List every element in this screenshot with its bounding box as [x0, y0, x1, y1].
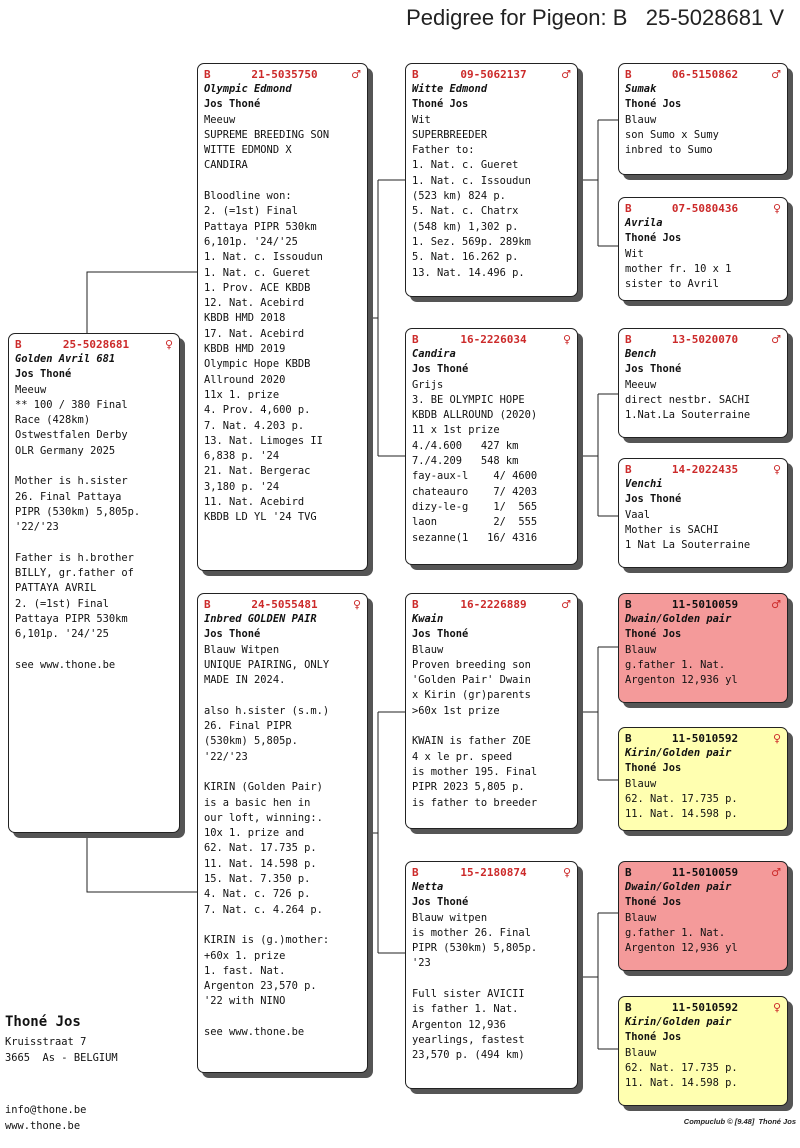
- male-icon: ♂: [771, 68, 781, 81]
- detail-line: PIPR (530km) 5,805p.: [15, 505, 141, 518]
- detail-line: 1. Nat. c. Gueret: [204, 266, 311, 279]
- detail-line: Blauw witpen: [412, 911, 488, 924]
- female-icon: ♀: [562, 866, 571, 879]
- detail-line: Race (428km): [15, 414, 91, 427]
- detail-line: 1.Nat.La Souterraine: [625, 409, 751, 422]
- ring-number: 13-5020070: [671, 333, 739, 346]
- pigeon-name: Kirin/Golden pair: [625, 1016, 732, 1028]
- detail-line: Wit: [412, 113, 431, 126]
- detail-line: Father to:: [412, 144, 475, 157]
- pigeon-name: Golden Avril 681: [15, 353, 116, 365]
- detail-line: Grijs: [412, 378, 444, 391]
- card-letter: B: [625, 463, 632, 476]
- male-icon: ♂: [351, 68, 361, 81]
- detail-line: our loft, winning:.: [204, 811, 323, 824]
- dam-sire-card[interactable]: [405, 593, 578, 829]
- detail-line: Vaal: [625, 508, 651, 521]
- detail-line: [15, 459, 173, 474]
- card-letter: B: [412, 68, 419, 81]
- dds-card[interactable]: [618, 861, 788, 971]
- male-icon: ♂: [771, 598, 781, 611]
- detail-line: x Kirin (gr)parents: [412, 689, 531, 702]
- detail-line: is father to breeder: [412, 796, 538, 809]
- detail-line: g.father 1. Nat.: [625, 926, 726, 939]
- detail-line: 1. Prov. ACE KBDB: [204, 281, 311, 294]
- sdd-card[interactable]: [618, 458, 788, 568]
- detail-line: 4 x le pr. speed: [412, 750, 513, 763]
- detail-line: 3. BE OLYMPIC HOPE: [412, 393, 525, 406]
- detail-line: PIPR (530km) 5,805p.: [412, 942, 538, 955]
- detail-line: [204, 1010, 361, 1025]
- male-icon: ♂: [561, 68, 571, 81]
- card-details: [625, 378, 781, 424]
- dss-card[interactable]: [618, 593, 788, 703]
- owner-name: Jos Thoné: [15, 368, 72, 381]
- detail-line: inbred to Sumo: [625, 144, 713, 157]
- detail-line: 15. Nat. 7.350 p.: [204, 873, 311, 886]
- dsd-card[interactable]: [618, 727, 788, 831]
- detail-line: Blauw Witpen: [204, 643, 280, 656]
- detail-line: see www.thone.be: [15, 658, 116, 671]
- detail-line: OLR Germany 2025: [15, 444, 116, 457]
- detail-line: Argenton 12,936 yl: [625, 674, 738, 687]
- female-icon: ♀: [772, 732, 781, 745]
- detail-line: 10x 1. prize and: [204, 827, 305, 840]
- detail-line: 13. Nat. 14.496 p.: [412, 266, 525, 279]
- card-details: [625, 247, 781, 293]
- detail-line: 6,838 p. '24: [204, 450, 280, 463]
- pigeon-name: Inbred GOLDEN PAIR: [204, 613, 317, 625]
- card-letter: B: [625, 202, 632, 215]
- pigeon-name: Venchi: [625, 478, 663, 490]
- detail-line: '23: [412, 957, 431, 970]
- ring-number: 11-5010592: [671, 1001, 739, 1014]
- detail-line: 7. Nat. c. 4.264 p.: [204, 903, 323, 916]
- card-details: [625, 113, 781, 159]
- sire-sire-card[interactable]: [405, 63, 578, 297]
- detail-line: is mother 26. Final: [412, 926, 531, 939]
- card-details: [625, 508, 781, 554]
- card-letter: B: [625, 68, 632, 81]
- card-details: [412, 911, 571, 1064]
- detail-line: Meeuw: [625, 378, 657, 391]
- female-icon: ♀: [352, 598, 361, 611]
- card-letter: B: [15, 338, 22, 351]
- sire-dam-card[interactable]: [405, 328, 578, 565]
- detail-line: is father 1. Nat.: [412, 1003, 519, 1016]
- male-icon: ♂: [561, 598, 571, 611]
- detail-line: g.father 1. Nat.: [625, 658, 726, 671]
- detail-line: 62. Nat. 17.735 p.: [204, 842, 317, 855]
- detail-line: Argenton 12,936: [412, 1018, 506, 1031]
- detail-line: dizy-le-g 1/ 565: [412, 500, 538, 513]
- detail-line: 1. Sez. 569p. 289km: [412, 235, 531, 248]
- card-letter: B: [625, 333, 632, 346]
- owner-name: Jos Thoné: [625, 363, 682, 376]
- card-letter: B: [412, 333, 419, 346]
- owner-name: Thoné Jos: [625, 628, 682, 641]
- ring-number: 06-5150862: [671, 68, 739, 81]
- detail-line: MADE IN 2024.: [204, 674, 286, 687]
- detail-line: 11. Nat. 14.598 p.: [625, 808, 738, 821]
- detail-line: 12. Nat. Acebird: [204, 297, 305, 310]
- detail-line: 1 Nat La Souterraine: [625, 539, 751, 552]
- pigeon-name: Sumak: [625, 83, 657, 95]
- card-letter: B: [625, 866, 632, 879]
- card-letter: B: [204, 68, 211, 81]
- detail-line: sister to Avril: [625, 278, 719, 291]
- detail-line: KIRIN is (g.)mother:: [204, 934, 330, 947]
- ring-number: 11-5010059: [671, 598, 739, 611]
- breeder-address-city: 3665 As - BELGIUM: [5, 1052, 118, 1064]
- detail-line: Blauw: [625, 1046, 657, 1059]
- owner-name: Thoné Jos: [625, 98, 682, 111]
- female-icon: ♀: [772, 1001, 781, 1014]
- detail-line: is mother 195. Final: [412, 765, 538, 778]
- detail-line: son Sumo x Sumy: [625, 128, 719, 141]
- card-letter: B: [625, 732, 632, 745]
- detail-line: Blauw: [625, 113, 657, 126]
- detail-line: chateauro 7/ 4203: [412, 485, 538, 498]
- footer-credit: Compuclub © [9.48] Thoné Jos: [683, 1117, 796, 1126]
- dam-dam-card[interactable]: [405, 861, 578, 1089]
- breeder-name: Thoné Jos: [5, 1014, 81, 1030]
- detail-line: Pattaya PIPR 530km: [15, 613, 128, 626]
- card-letter: B: [204, 598, 211, 611]
- detail-line: BILLY, gr.father of: [15, 567, 134, 580]
- detail-line: Blauw: [625, 777, 657, 790]
- detail-line: 4. Prov. 4,600 p.: [204, 404, 311, 417]
- breeder-info: [5, 1014, 118, 1066]
- ring-number: 25-5028681: [62, 338, 130, 351]
- detail-line: 6,101p. '24/'25: [15, 628, 109, 641]
- detail-line: 2. (=1st) Final: [204, 205, 298, 218]
- owner-name: Thoné Jos: [625, 232, 682, 245]
- female-icon: ♀: [164, 338, 173, 351]
- pigeon-name: Avrila: [625, 217, 663, 229]
- owner-name: Jos Thoné: [204, 98, 261, 111]
- owner-name: Jos Thoné: [412, 363, 469, 376]
- sds-card[interactable]: [618, 328, 788, 438]
- detail-line: 62. Nat. 17.735 p.: [625, 1061, 738, 1074]
- detail-line: UNIQUE PAIRING, ONLY: [204, 658, 330, 671]
- ring-number: 24-5055481: [251, 598, 318, 611]
- detail-line: Proven breeding son: [412, 658, 531, 671]
- detail-line: 1. fast. Nat.: [204, 964, 286, 977]
- card-details: [625, 911, 781, 957]
- detail-line: PATTAYA AVRIL: [15, 582, 97, 595]
- owner-name: Thoné Jos: [412, 98, 469, 111]
- detail-line: laon 2/ 555: [412, 516, 538, 529]
- detail-line: Mother is h.sister: [15, 475, 128, 488]
- detail-line: 26. Final Pattaya: [15, 490, 122, 503]
- detail-line: 4./4.600 427 km: [412, 439, 519, 452]
- detail-line: Full sister AVICII: [412, 988, 525, 1001]
- owner-name: Jos Thoné: [412, 896, 469, 909]
- detail-line: 7./4.209 548 km: [412, 455, 519, 468]
- detail-line: [412, 719, 571, 734]
- card-letter: B: [412, 866, 419, 879]
- ring-number: 15-2180874: [460, 866, 527, 879]
- detail-line: >60x 1st prize: [412, 704, 500, 717]
- detail-line: PIPR 2023 5,805 p.: [412, 781, 525, 794]
- detail-line: Meeuw: [15, 383, 47, 396]
- detail-line: 11 x 1st prize: [412, 424, 500, 437]
- detail-line: +60x 1. prize: [204, 949, 286, 962]
- male-icon: ♂: [771, 333, 781, 346]
- detail-line: 1. Nat. c. Issoudun: [412, 174, 531, 187]
- detail-line: Pattaya PIPR 530km: [204, 220, 317, 233]
- male-icon: ♂: [771, 866, 781, 879]
- detail-line: [15, 643, 173, 658]
- detail-line: KBDB HMD 2019: [204, 343, 286, 356]
- detail-line: [204, 765, 361, 780]
- detail-line: 17. Nat. Acebird: [204, 327, 305, 340]
- detail-line: 11. Nat. 14.598 p.: [204, 857, 317, 870]
- detail-line: '22/'23: [204, 750, 248, 763]
- sire-card[interactable]: [197, 63, 368, 571]
- detail-line: 7. Nat. 4.203 p.: [204, 419, 305, 432]
- ring-number: 16-2226889: [460, 598, 527, 611]
- detail-line: KBDB LD YL '24 TVG: [204, 511, 317, 524]
- pigeon-name: Bench: [625, 348, 657, 360]
- ssd-card[interactable]: [618, 197, 788, 301]
- detail-line: 23,570 p. (494 km): [412, 1049, 525, 1062]
- detail-line: WITTE EDMOND X: [204, 144, 292, 157]
- ring-number: 14-2022435: [671, 463, 739, 476]
- breeder-address-street: Kruisstraat 7: [5, 1036, 87, 1048]
- card-letter: B: [412, 598, 419, 611]
- female-icon: ♀: [562, 333, 571, 346]
- pigeon-name: Olympic Edmond: [204, 83, 292, 95]
- card-letter: B: [625, 598, 632, 611]
- card-details: [412, 113, 571, 281]
- ring-number: 11-5010059: [671, 866, 739, 879]
- pigeon-name: Candira: [412, 348, 456, 360]
- detail-line: KBDB HMD 2018: [204, 312, 286, 325]
- detail-line: direct nestbr. SACHI: [625, 393, 751, 406]
- pigeon-name: Kwain: [412, 613, 444, 625]
- card-details: [15, 383, 173, 674]
- detail-line: [204, 688, 361, 703]
- detail-line: Allround 2020: [204, 373, 286, 386]
- detail-line: '22 with NINO: [204, 995, 286, 1008]
- owner-name: Jos Thoné: [625, 493, 682, 506]
- detail-line: KIRIN (Golden Pair): [204, 781, 323, 794]
- card-details: [625, 643, 781, 689]
- subject-card[interactable]: [8, 333, 180, 833]
- dam-card[interactable]: [197, 593, 368, 1073]
- detail-line: mother fr. 10 x 1: [625, 262, 732, 275]
- page-title: Pedigree for Pigeon: B 25-5028681 V: [406, 5, 784, 30]
- detail-line: Meeuw: [204, 113, 236, 126]
- detail-line: 11. Nat. 14.598 p.: [625, 1077, 738, 1090]
- owner-name: Jos Thoné: [204, 628, 261, 641]
- breeder-email[interactable]: info@thone.be: [5, 1104, 87, 1116]
- detail-line: Blauw: [412, 643, 444, 656]
- detail-line: also h.sister (s.m.): [204, 704, 330, 717]
- detail-line: SUPERBREEDER: [412, 128, 488, 141]
- female-icon: ♀: [772, 463, 781, 476]
- card-letter: B: [625, 1001, 632, 1014]
- detail-line: Mother is SACHI: [625, 523, 719, 536]
- detail-line: 5. Nat. 16.262 p.: [412, 251, 519, 264]
- detail-line: 5. Nat. c. Chatrx: [412, 205, 519, 218]
- detail-line: 2. (=1st) Final: [15, 597, 109, 610]
- pigeon-name: Kirin/Golden pair: [625, 747, 732, 759]
- detail-line: KWAIN is father ZOE: [412, 735, 531, 748]
- detail-line: Olympic Hope KBDB: [204, 358, 311, 371]
- detail-line: Bloodline won:: [204, 190, 292, 203]
- card-details: [412, 378, 571, 546]
- detail-line: KBDB ALLROUND (2020): [412, 409, 538, 422]
- detail-line: 62. Nat. 17.735 p.: [625, 792, 738, 805]
- detail-line: Argenton 12,936 yl: [625, 942, 738, 955]
- pigeon-name: Dwain/Golden pair: [625, 613, 732, 625]
- detail-line: 11. Nat. Acebird: [204, 496, 305, 509]
- detail-line: ** 100 / 380 Final: [15, 398, 128, 411]
- detail-line: sezanne(1 16/ 4316: [412, 531, 538, 544]
- detail-line: [412, 972, 571, 987]
- ring-number: 11-5010592: [671, 732, 739, 745]
- detail-line: Ostwestfalen Derby: [15, 429, 128, 442]
- card-details: [204, 643, 361, 1041]
- owner-name: Thoné Jos: [625, 762, 682, 775]
- detail-line: SUPREME BREEDING SON: [204, 128, 330, 141]
- pigeon-name: Netta: [412, 881, 444, 893]
- detail-line: Blauw: [625, 911, 657, 924]
- detail-line: 26. Final PIPR: [204, 720, 292, 733]
- detail-line: '22/'23: [15, 521, 59, 534]
- detail-line: Blauw: [625, 643, 657, 656]
- card-details: [625, 777, 781, 823]
- detail-line: Argenton 23,570 p.: [204, 980, 317, 993]
- female-icon: ♀: [772, 202, 781, 215]
- detail-line: Father is h.brother: [15, 551, 134, 564]
- card-details: [412, 643, 571, 811]
- detail-line: (548 km) 1,302 p.: [412, 220, 519, 233]
- detail-line: (523 km) 824 p.: [412, 190, 506, 203]
- detail-line: CANDIRA: [204, 159, 248, 172]
- detail-line: 1. Nat. c. Issoudun: [204, 251, 323, 264]
- detail-line: Wit: [625, 247, 644, 260]
- detail-line: 'Golden Pair' Dwain: [412, 674, 531, 687]
- ring-number: 07-5080436: [671, 202, 739, 215]
- pigeon-name: Witte Edmond: [412, 83, 488, 95]
- detail-line: fay-aux-l 4/ 4600: [412, 470, 538, 483]
- ddd-card[interactable]: [618, 996, 788, 1106]
- detail-line: 21. Nat. Bergerac: [204, 465, 311, 478]
- detail-line: yearlings, fastest: [412, 1033, 525, 1046]
- pigeon-name: Dwain/Golden pair: [625, 881, 732, 893]
- ring-number: 16-2226034: [460, 333, 527, 346]
- detail-line: 3,180 p. '24: [204, 480, 280, 493]
- detail-line: 1. Nat. c. Gueret: [412, 159, 519, 172]
- owner-name: Thoné Jos: [625, 896, 682, 909]
- detail-line: 11x 1. prize: [204, 388, 280, 401]
- detail-line: 6,101p. '24/'25: [204, 235, 298, 248]
- detail-line: [15, 536, 173, 551]
- sss-card[interactable]: [618, 63, 788, 175]
- detail-line: is a basic hen in: [204, 796, 311, 809]
- ring-number: 09-5062137: [460, 68, 527, 81]
- detail-line: see www.thone.be: [204, 1026, 305, 1039]
- breeder-website[interactable]: www.thone.be: [5, 1120, 81, 1132]
- detail-line: [204, 174, 361, 189]
- owner-name: Jos Thoné: [412, 628, 469, 641]
- detail-line: 13. Nat. Limoges II: [204, 434, 323, 447]
- detail-line: [204, 918, 361, 933]
- card-details: [204, 113, 361, 526]
- card-details: [625, 1046, 781, 1092]
- ring-number: 21-5035750: [251, 68, 318, 81]
- owner-name: Thoné Jos: [625, 1031, 682, 1044]
- detail-line: 4. Nat. c. 726 p.: [204, 888, 311, 901]
- detail-line: (530km) 5,805p.: [204, 735, 298, 748]
- breeder-contact: [5, 1102, 86, 1134]
